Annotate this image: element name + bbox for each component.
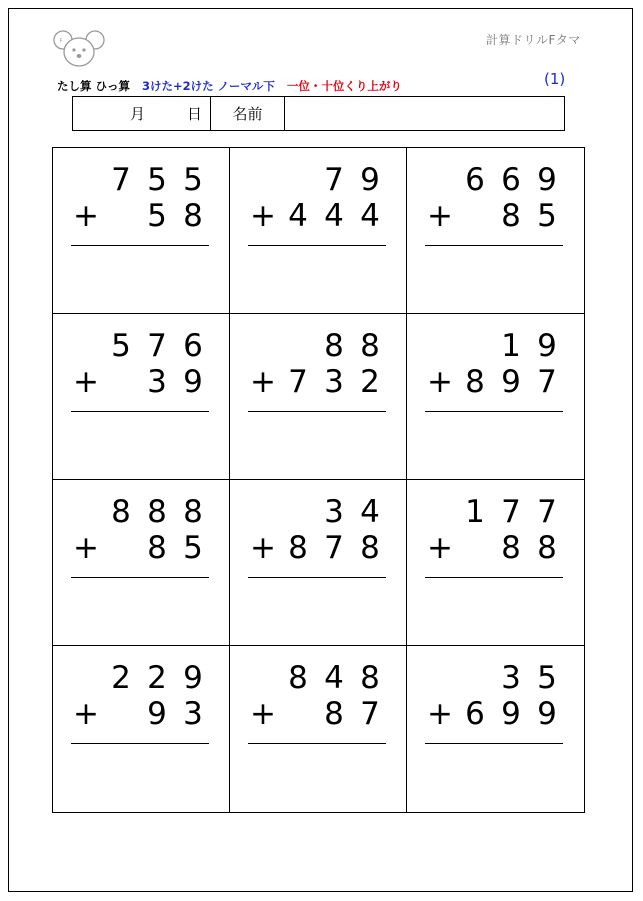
digit: 5 bbox=[537, 660, 557, 696]
answer-line bbox=[425, 245, 563, 246]
name-date-box bbox=[72, 96, 565, 131]
digit: 9 bbox=[501, 364, 521, 400]
digit: 3 bbox=[501, 660, 521, 696]
digit: 8 bbox=[147, 494, 167, 530]
digit: 9 bbox=[183, 660, 203, 696]
answer-line bbox=[248, 245, 386, 246]
answer-line bbox=[425, 411, 563, 412]
digit: 7 bbox=[537, 494, 557, 530]
name-field[interactable] bbox=[285, 97, 564, 130]
digit: 8 bbox=[183, 494, 203, 530]
problem-cell[interactable] bbox=[230, 148, 407, 314]
digit: 8 bbox=[324, 328, 344, 364]
addend-bottom bbox=[248, 696, 386, 732]
digit: 8 bbox=[360, 660, 380, 696]
plus-sign: + bbox=[250, 530, 276, 566]
plus-sign: + bbox=[250, 198, 276, 234]
sheet-number: (1) bbox=[544, 70, 566, 88]
addend-top bbox=[425, 328, 563, 364]
answer-line bbox=[71, 245, 209, 246]
plus-sign: + bbox=[73, 198, 99, 234]
problem-cell[interactable] bbox=[407, 646, 584, 812]
plus-sign: + bbox=[427, 198, 453, 234]
day-label: 日 bbox=[187, 105, 203, 123]
digit: 5 bbox=[183, 162, 203, 198]
digit: 8 bbox=[147, 530, 167, 566]
digit: 5 bbox=[147, 162, 167, 198]
worksheet-title bbox=[57, 78, 410, 94]
digit: 8 bbox=[288, 530, 308, 566]
problem-cell[interactable] bbox=[53, 314, 230, 480]
addend-bottom bbox=[71, 364, 209, 400]
mouse-logo-icon bbox=[52, 28, 106, 70]
problem-cell[interactable] bbox=[53, 646, 230, 812]
digit: 1 bbox=[501, 328, 521, 364]
name-label: 名前 bbox=[211, 97, 285, 130]
digit: 4 bbox=[288, 198, 308, 234]
addend-top bbox=[425, 660, 563, 696]
digit: 3 bbox=[183, 696, 203, 732]
digit: 9 bbox=[537, 696, 557, 732]
digit: 4 bbox=[324, 198, 344, 234]
digit: 8 bbox=[501, 530, 521, 566]
digit: 9 bbox=[537, 162, 557, 198]
answer-line bbox=[425, 577, 563, 578]
digit: 9 bbox=[147, 696, 167, 732]
plus-sign: + bbox=[427, 696, 453, 732]
digit: 8 bbox=[183, 198, 203, 234]
month-label: 月 bbox=[130, 105, 146, 123]
title-topic: たし算 ひっ算 bbox=[57, 79, 131, 93]
problem-cell[interactable] bbox=[230, 480, 407, 646]
digit: 6 bbox=[465, 696, 485, 732]
plus-sign: + bbox=[427, 530, 453, 566]
digit: 9 bbox=[360, 162, 380, 198]
digit: 8 bbox=[465, 364, 485, 400]
problem-cell[interactable] bbox=[230, 314, 407, 480]
addend-bottom bbox=[425, 696, 563, 732]
plus-sign: + bbox=[250, 696, 276, 732]
digit: 8 bbox=[501, 198, 521, 234]
addend-top bbox=[71, 328, 209, 364]
digit: 7 bbox=[360, 696, 380, 732]
digit: 7 bbox=[324, 530, 344, 566]
digit: 9 bbox=[537, 328, 557, 364]
problem-cell[interactable] bbox=[53, 480, 230, 646]
addend-bottom bbox=[71, 696, 209, 732]
date-field[interactable] bbox=[73, 97, 211, 130]
answer-line bbox=[425, 743, 563, 744]
plus-sign: + bbox=[73, 696, 99, 732]
addend-bottom bbox=[425, 198, 563, 234]
answer-line bbox=[248, 577, 386, 578]
digit: 6 bbox=[465, 162, 485, 198]
addend-top bbox=[71, 494, 209, 530]
digit: 8 bbox=[288, 660, 308, 696]
svg-text:F: F bbox=[59, 38, 63, 45]
digit: 5 bbox=[537, 198, 557, 234]
digit: 3 bbox=[147, 364, 167, 400]
problem-cell[interactable] bbox=[53, 148, 230, 314]
digit: 3 bbox=[324, 364, 344, 400]
digit: 4 bbox=[324, 660, 344, 696]
digit: 2 bbox=[111, 660, 131, 696]
answer-line bbox=[248, 743, 386, 744]
plus-sign: + bbox=[73, 364, 99, 400]
addend-top bbox=[248, 162, 386, 198]
digit: 9 bbox=[183, 364, 203, 400]
digit: 7 bbox=[147, 328, 167, 364]
addend-top bbox=[71, 162, 209, 198]
problem-cell[interactable] bbox=[407, 148, 584, 314]
digit: 2 bbox=[147, 660, 167, 696]
plus-sign: + bbox=[73, 530, 99, 566]
addend-top bbox=[71, 660, 209, 696]
addend-top bbox=[425, 162, 563, 198]
digit: 1 bbox=[465, 494, 485, 530]
digit: 3 bbox=[324, 494, 344, 530]
title-format: 3けた+2けた ノーマル下 bbox=[142, 79, 275, 93]
addend-bottom bbox=[425, 530, 563, 566]
digit: 7 bbox=[111, 162, 131, 198]
digit: 4 bbox=[360, 494, 380, 530]
digit: 7 bbox=[501, 494, 521, 530]
problem-cell[interactable] bbox=[407, 314, 584, 480]
digit: 2 bbox=[360, 364, 380, 400]
addend-bottom bbox=[71, 198, 209, 234]
addend-top bbox=[248, 328, 386, 364]
brand-name: 計算ドリルFタマ bbox=[486, 33, 581, 47]
digit: 7 bbox=[288, 364, 308, 400]
answer-line bbox=[248, 411, 386, 412]
answer-line bbox=[71, 411, 209, 412]
digit: 8 bbox=[111, 494, 131, 530]
digit: 6 bbox=[501, 162, 521, 198]
addend-bottom bbox=[71, 530, 209, 566]
addend-top bbox=[248, 660, 386, 696]
addend-top bbox=[425, 494, 563, 530]
addend-bottom bbox=[425, 364, 563, 400]
digit: 5 bbox=[147, 198, 167, 234]
answer-line bbox=[71, 743, 209, 744]
digit: 4 bbox=[360, 198, 380, 234]
addend-bottom bbox=[248, 198, 386, 234]
digit: 5 bbox=[183, 530, 203, 566]
plus-sign: + bbox=[250, 364, 276, 400]
digit: 5 bbox=[111, 328, 131, 364]
problem-cell[interactable] bbox=[407, 480, 584, 646]
digit: 7 bbox=[324, 162, 344, 198]
digit: 6 bbox=[183, 328, 203, 364]
addend-top bbox=[248, 494, 386, 530]
answer-line bbox=[71, 577, 209, 578]
digit: 8 bbox=[360, 530, 380, 566]
problem-grid bbox=[52, 147, 585, 813]
plus-sign: + bbox=[427, 364, 453, 400]
addend-bottom bbox=[248, 530, 386, 566]
addend-bottom bbox=[248, 364, 386, 400]
digit: 8 bbox=[324, 696, 344, 732]
problem-cell[interactable] bbox=[230, 646, 407, 812]
digit: 8 bbox=[360, 328, 380, 364]
title-carry: 一位・十位くり上がり bbox=[286, 79, 402, 93]
digit: 8 bbox=[537, 530, 557, 566]
digit: 9 bbox=[501, 696, 521, 732]
digit: 7 bbox=[537, 364, 557, 400]
